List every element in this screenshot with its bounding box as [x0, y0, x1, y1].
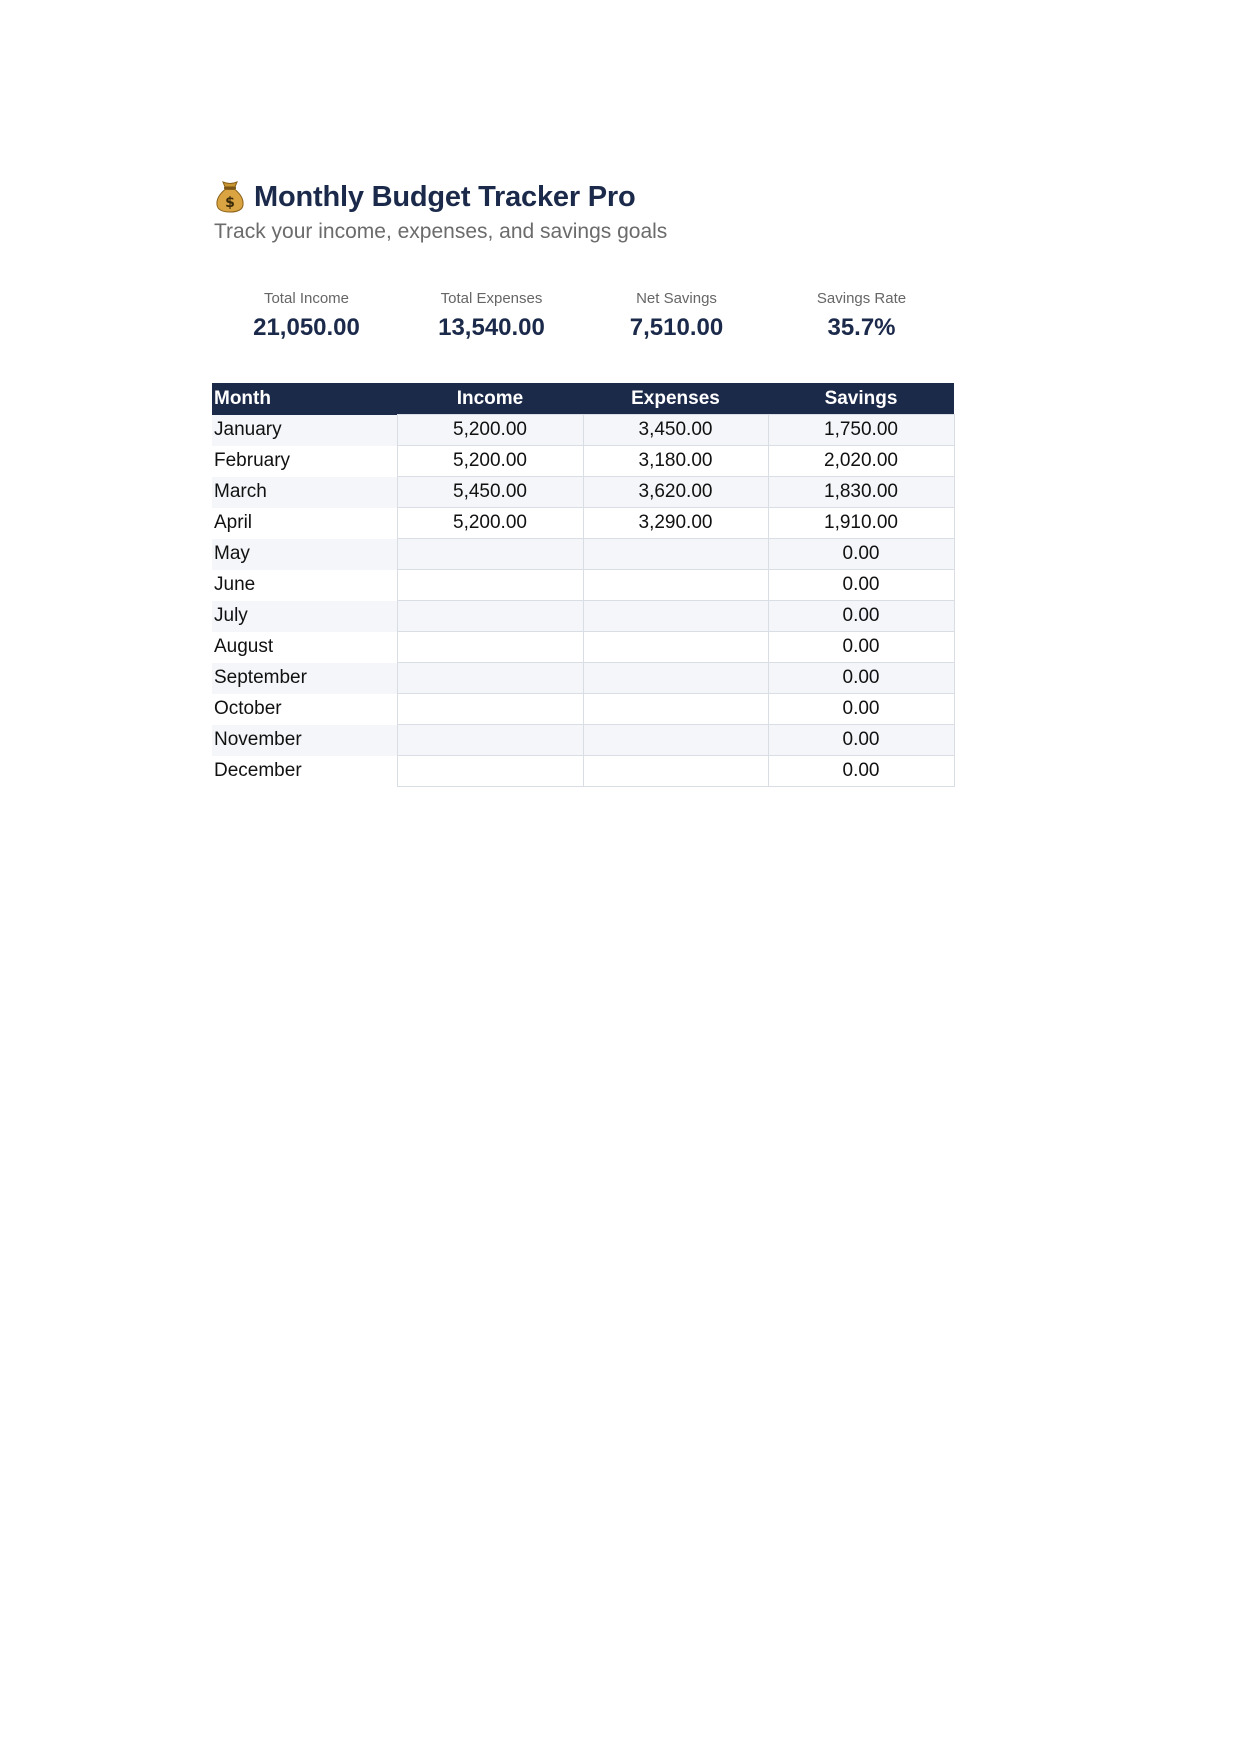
summary-value: 7,510.00 — [629, 314, 724, 341]
table-row — [212, 756, 954, 787]
expenses-cell[interactable] — [583, 694, 768, 725]
summary-label: Total Income — [263, 290, 350, 307]
title-row — [214, 178, 954, 216]
income-cell[interactable] — [397, 601, 583, 632]
table-row — [212, 446, 954, 477]
savings-cell[interactable]: 0.00 — [768, 570, 954, 601]
savings-cell[interactable]: 0.00 — [768, 632, 954, 663]
table-row — [212, 477, 954, 508]
budget-table — [212, 383, 955, 787]
income-cell[interactable] — [397, 663, 583, 694]
month-cell[interactable]: July — [212, 601, 397, 632]
summary-label: Savings Rate — [816, 290, 907, 307]
month-cell[interactable]: November — [212, 725, 397, 756]
budget-sheet — [214, 178, 954, 781]
income-cell[interactable]: 5,450.00 — [397, 477, 583, 508]
money-bag-icon — [214, 180, 246, 214]
income-cell[interactable] — [397, 725, 583, 756]
savings-cell[interactable]: 1,750.00 — [768, 415, 954, 446]
month-cell[interactable]: October — [212, 694, 397, 725]
savings-cell[interactable]: 2,020.00 — [768, 446, 954, 477]
expenses-cell[interactable]: 3,450.00 — [583, 415, 768, 446]
expenses-cell[interactable] — [583, 570, 768, 601]
page-subtitle: Track your income, expenses, and savings goals — [214, 220, 668, 243]
table-row — [212, 601, 954, 632]
savings-cell[interactable]: 0.00 — [768, 694, 954, 725]
month-cell[interactable]: June — [212, 570, 397, 601]
table-row — [212, 663, 954, 694]
summary-label: Net Savings — [636, 290, 717, 307]
table-header-row — [212, 383, 954, 415]
month-cell[interactable]: March — [212, 477, 397, 508]
month-cell[interactable]: February — [212, 446, 397, 477]
income-cell[interactable] — [397, 632, 583, 663]
summary-net-savings — [584, 290, 769, 342]
table-row — [212, 508, 954, 539]
month-cell[interactable]: September — [212, 663, 397, 694]
expenses-cell[interactable]: 3,620.00 — [583, 477, 768, 508]
income-cell[interactable]: 5,200.00 — [397, 415, 583, 446]
savings-cell[interactable]: 0.00 — [768, 601, 954, 632]
savings-cell[interactable]: 0.00 — [768, 663, 954, 694]
month-cell[interactable]: April — [212, 508, 397, 539]
savings-cell[interactable]: 0.00 — [768, 539, 954, 570]
expenses-cell[interactable] — [583, 756, 768, 787]
income-cell[interactable]: 5,200.00 — [397, 446, 583, 477]
column-header-expenses[interactable]: Expenses — [583, 383, 768, 415]
savings-cell[interactable]: 0.00 — [768, 756, 954, 787]
table-row — [212, 725, 954, 756]
column-header-income[interactable]: Income — [397, 383, 583, 415]
income-cell[interactable] — [397, 694, 583, 725]
summary-total-expenses — [399, 290, 584, 342]
table-row — [212, 632, 954, 663]
income-cell[interactable] — [397, 756, 583, 787]
expenses-cell[interactable]: 3,180.00 — [583, 446, 768, 477]
expenses-cell[interactable] — [583, 632, 768, 663]
summary-value: 35.7% — [827, 314, 896, 341]
page-title: Monthly Budget Tracker Pro — [254, 180, 636, 213]
month-cell[interactable]: May — [212, 539, 397, 570]
summary-label: Total Expenses — [440, 290, 543, 307]
month-cell[interactable]: December — [212, 756, 397, 787]
summary-value: 21,050.00 — [253, 314, 360, 341]
savings-cell[interactable]: 0.00 — [768, 725, 954, 756]
expenses-cell[interactable] — [583, 663, 768, 694]
income-cell[interactable]: 5,200.00 — [397, 508, 583, 539]
expenses-cell[interactable] — [583, 601, 768, 632]
table-row — [212, 570, 954, 601]
summary-cards — [214, 290, 954, 350]
savings-cell[interactable]: 1,910.00 — [768, 508, 954, 539]
column-header-savings[interactable]: Savings — [768, 383, 954, 415]
expenses-cell[interactable] — [583, 725, 768, 756]
table-row — [212, 539, 954, 570]
savings-cell[interactable]: 1,830.00 — [768, 477, 954, 508]
table-row — [212, 694, 954, 725]
month-cell[interactable]: January — [212, 415, 397, 446]
expenses-cell[interactable]: 3,290.00 — [583, 508, 768, 539]
summary-savings-rate — [769, 290, 954, 342]
summary-total-income — [214, 290, 399, 342]
svg-text:$: $ — [225, 195, 235, 211]
income-cell[interactable] — [397, 570, 583, 601]
expenses-cell[interactable] — [583, 539, 768, 570]
income-cell[interactable] — [397, 539, 583, 570]
summary-value: 13,540.00 — [438, 314, 545, 341]
month-cell[interactable]: August — [212, 632, 397, 663]
table-row — [212, 415, 954, 446]
column-header-month[interactable]: Month — [212, 383, 397, 415]
